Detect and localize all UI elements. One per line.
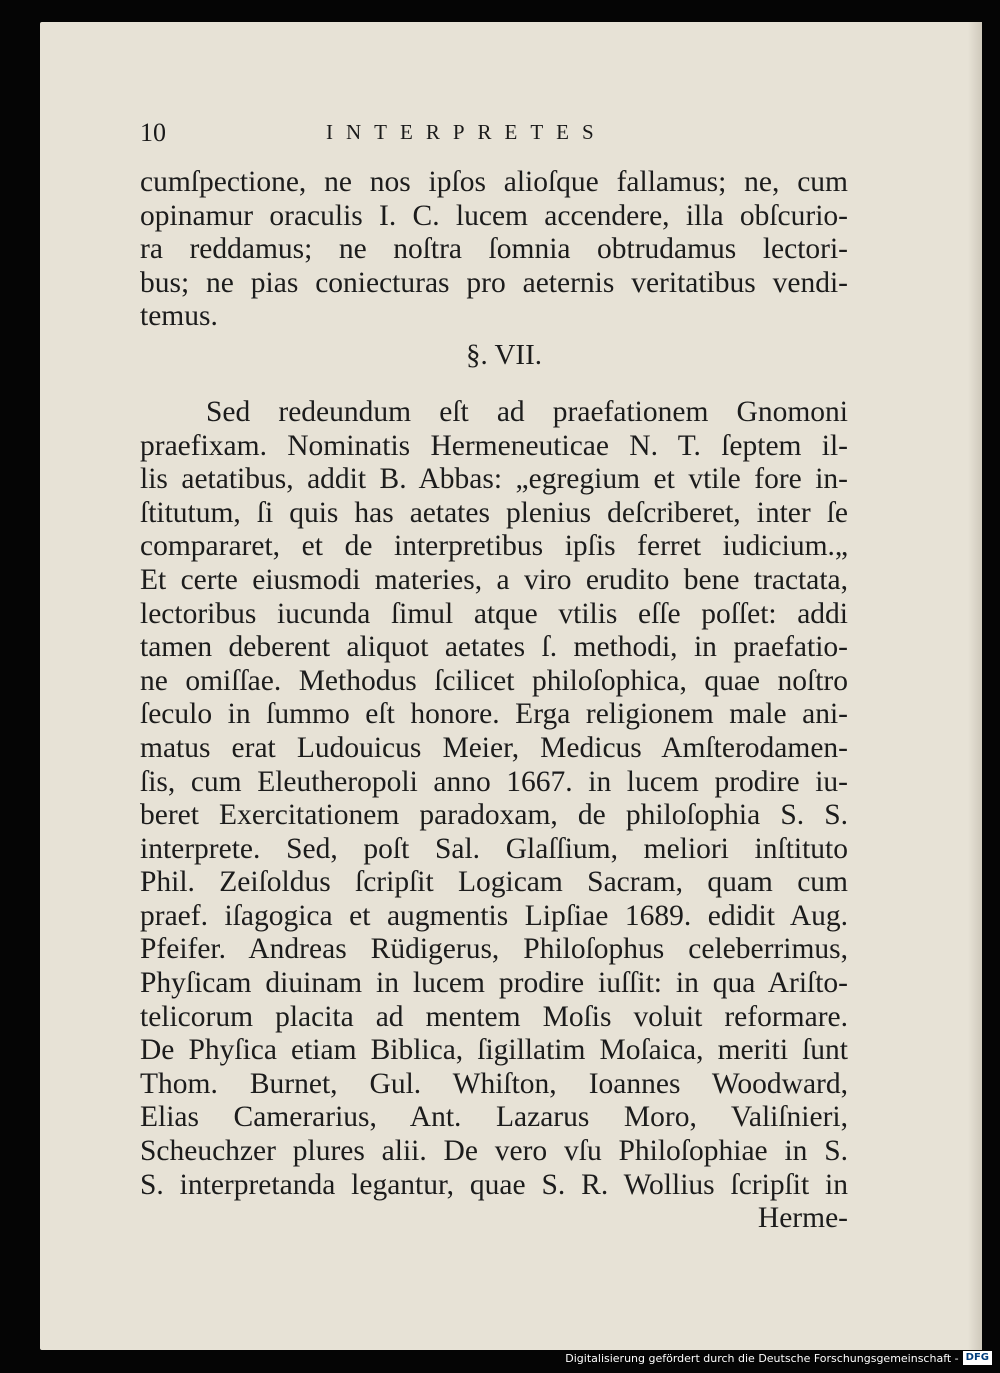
text-line: praef. iſagogica et augmentis Lipſiae 1689. edidit Aug. bbox=[140, 899, 848, 932]
text-line: compararet, et de interpretibus ipſis ferret iudicium.„ bbox=[140, 530, 848, 563]
running-head: INTERPRETES bbox=[326, 120, 607, 144]
text-line: Thom. Burnet, Gul. Whiſton, Ioannes Woodward, bbox=[140, 1067, 848, 1100]
text-line: beret Exercitationem paradoxam, de philoſophia S. S. bbox=[140, 799, 848, 832]
text-line: Et certe eiusmodi materies, a viro erudito bene tractata, bbox=[140, 563, 848, 596]
text-line: temus. bbox=[140, 300, 218, 333]
page-edge-shadow bbox=[968, 22, 982, 1350]
text-line: telicorum placita ad mentem Moſis voluit reformare. bbox=[140, 1000, 848, 1033]
text-line: Sed redeundum eſt ad praefationem Gnomoni bbox=[206, 395, 848, 428]
section-heading: §. VII. bbox=[466, 338, 542, 371]
text-line: lis aetatibus, addit B. Abbas: „egregium et vtile fore in- bbox=[140, 463, 848, 496]
text-line: tamen deberent aliquot aetates ſ. methodi, in praefatio- bbox=[140, 631, 848, 664]
page-header bbox=[140, 118, 740, 158]
text-line: lectoribus iucunda ſimul atque vtilis eſſe poſſet: addi bbox=[140, 597, 848, 630]
text-line: matus erat Ludouicus Meier, Medicus Amſterodamen- bbox=[140, 731, 848, 764]
text-line: praefixam. Nominatis Hermeneuticae N. T. ſeptem il- bbox=[140, 429, 848, 462]
funding-credit: Digitalisierung gefördert durch die Deutsche Forschungsgemeinschaft - bbox=[565, 1351, 959, 1365]
text-line: ne omiſſae. Methodus ſcilicet philoſophica, quae noſtro bbox=[140, 664, 848, 697]
text-line: ſtitutum, ſi quis has aetates plenius deſcriberet, inter ſe bbox=[140, 496, 848, 529]
dfg-logo: DFG bbox=[963, 1351, 992, 1365]
body-text bbox=[140, 166, 848, 1236]
text-line: S. interpretanda legantur, quae S. R. Wollius ſcripſit in bbox=[140, 1168, 848, 1201]
text-line: Pfeifer. Andreas Rüdigerus, Philoſophus celeberrimus, bbox=[140, 933, 848, 966]
text-line: ſis, cum Eleutheropoli anno 1667. in lucem prodire iu- bbox=[140, 765, 848, 798]
catchword: Herme- bbox=[757, 1202, 848, 1235]
text-line: ra reddamus; ne noſtra ſomnia obtrudamus lectori- bbox=[140, 233, 848, 266]
text-line: bus; ne pias coniecturas pro aeternis veritatibus vendi- bbox=[140, 266, 848, 299]
text-line: opinamur oraculis I. C. lucem accendere, illa obſcurio- bbox=[140, 199, 848, 232]
section-spacer bbox=[140, 384, 848, 396]
text-line: Elias Camerarius, Ant. Lazarus Moro, Valiſnieri, bbox=[140, 1101, 848, 1134]
text-line: cumſpectione, ne nos ipſos alioſque fallamus; ne, cum bbox=[140, 166, 848, 198]
text-line: Phil. Zeiſoldus ſcripſit Logicam Sacram, quam cum bbox=[140, 866, 848, 899]
text-line: De Phyſica etiam Biblica, ſigillatim Moſaica, meriti ſunt bbox=[140, 1034, 848, 1067]
text-line: Phyſicam diuinam in lucem prodire iuſſit: in qua Ariſto- bbox=[140, 967, 848, 1000]
text-line: interprete. Sed, poſt Sal. Glaſſium, meliori inſtituto bbox=[140, 832, 848, 865]
text-line: Scheuchzer plures alii. De vero vſu Philoſophiae in S. bbox=[140, 1135, 848, 1168]
digitization-footer bbox=[565, 1349, 992, 1367]
page-number: 10 bbox=[140, 118, 166, 147]
text-line: ſeculo in ſummo eſt honore. Erga religionem male ani- bbox=[140, 698, 848, 731]
